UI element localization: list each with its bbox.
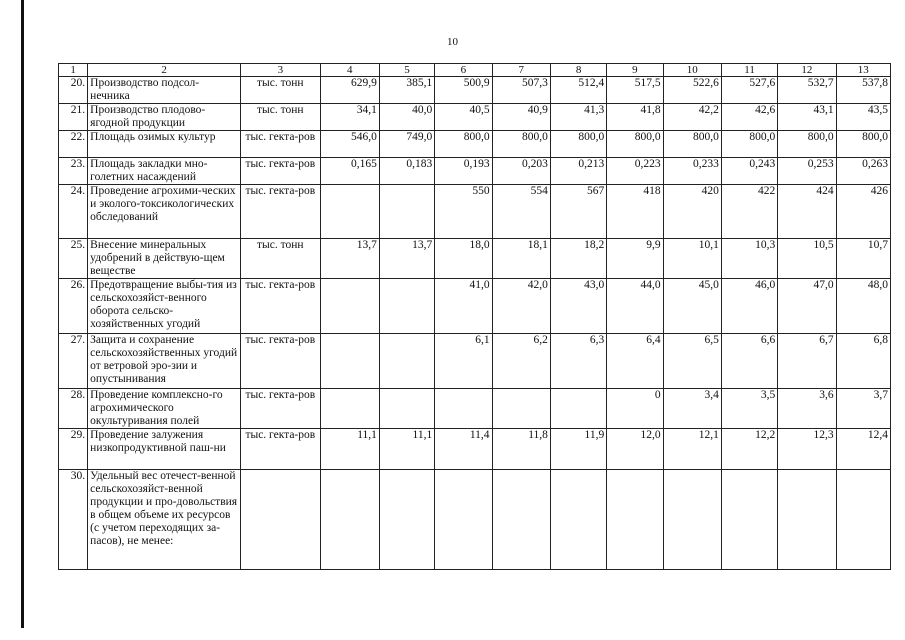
value-cell: 6,1 — [435, 334, 492, 389]
value-cell: 0,183 — [379, 158, 434, 185]
value-cell: 45,0 — [663, 279, 721, 334]
row-number: 27. — [59, 334, 88, 389]
header-cell: 12 — [778, 64, 836, 77]
value-cell: 800,0 — [778, 131, 836, 158]
value-cell: 12,2 — [721, 429, 777, 470]
table-row — [59, 185, 891, 239]
row-number: 23. — [59, 158, 88, 185]
unit-cell: тыс. гекта-ров — [241, 334, 320, 389]
value-cell: 426 — [836, 185, 890, 239]
header-cell: 2 — [88, 64, 241, 77]
value-cell — [320, 334, 379, 389]
value-cell — [379, 334, 434, 389]
indicator-name: Проведение комплексно-го агрохимического окультуривания полей — [88, 389, 241, 429]
value-cell: 10,5 — [778, 239, 836, 279]
unit-cell: тыс. тонн — [241, 77, 320, 104]
value-cell — [836, 470, 890, 570]
value-cell: 418 — [607, 185, 663, 239]
value-cell: 18,1 — [492, 239, 550, 279]
header-cell: 9 — [607, 64, 663, 77]
value-cell: 43,0 — [550, 279, 606, 334]
value-cell: 44,0 — [607, 279, 663, 334]
value-cell — [379, 185, 434, 239]
value-cell: 0,203 — [492, 158, 550, 185]
table-row — [59, 239, 891, 279]
value-cell: 11,4 — [435, 429, 492, 470]
value-cell: 385,1 — [379, 77, 434, 104]
value-cell: 41,8 — [607, 104, 663, 131]
value-cell: 11,8 — [492, 429, 550, 470]
value-cell — [320, 279, 379, 334]
value-cell: 18,2 — [550, 239, 606, 279]
value-cell: 42,6 — [721, 104, 777, 131]
value-cell: 11,1 — [320, 429, 379, 470]
value-cell: 6,6 — [721, 334, 777, 389]
value-cell: 9,9 — [607, 239, 663, 279]
value-cell: 40,5 — [435, 104, 492, 131]
value-cell: 0,223 — [607, 158, 663, 185]
value-cell: 537,8 — [836, 77, 890, 104]
indicator-name: Проведение залужения низкопродуктивной паш-ни — [88, 429, 241, 470]
table-row — [59, 104, 891, 131]
value-cell: 420 — [663, 185, 721, 239]
header-cell: 8 — [550, 64, 606, 77]
value-cell: 34,1 — [320, 104, 379, 131]
value-cell: 3,4 — [663, 389, 721, 429]
value-cell: 0,263 — [836, 158, 890, 185]
value-cell: 12,0 — [607, 429, 663, 470]
value-cell: 12,4 — [836, 429, 890, 470]
value-cell: 749,0 — [379, 131, 434, 158]
row-number: 29. — [59, 429, 88, 470]
value-cell: 512,4 — [550, 77, 606, 104]
indicators-table — [58, 63, 891, 570]
indicator-name: Площадь озимых культур — [88, 131, 241, 158]
header-cell: 6 — [435, 64, 492, 77]
value-cell: 6,5 — [663, 334, 721, 389]
unit-cell: тыс. гекта-ров — [241, 429, 320, 470]
value-cell: 532,7 — [778, 77, 836, 104]
header-cell: 7 — [492, 64, 550, 77]
header-cell: 10 — [663, 64, 721, 77]
value-cell: 43,5 — [836, 104, 890, 131]
header-cell: 13 — [836, 64, 890, 77]
value-cell: 800,0 — [550, 131, 606, 158]
table-row — [59, 389, 891, 429]
row-number: 21. — [59, 104, 88, 131]
value-cell — [550, 470, 606, 570]
value-cell — [379, 470, 434, 570]
value-cell: 0,253 — [778, 158, 836, 185]
indicator-name: Проведение агрохими-ческих и эколого-токсикологических обследований — [88, 185, 241, 239]
indicator-name: Защита и сохранение сельскохозяйственных угодий от ветровой эро-зии и опустынивания — [88, 334, 241, 389]
value-cell: 800,0 — [435, 131, 492, 158]
value-cell: 554 — [492, 185, 550, 239]
value-cell — [778, 470, 836, 570]
value-cell: 527,6 — [721, 77, 777, 104]
value-cell: 46,0 — [721, 279, 777, 334]
value-cell: 550 — [435, 185, 492, 239]
value-cell: 507,3 — [492, 77, 550, 104]
header-row — [59, 64, 891, 77]
indicator-name: Предотвращение выбы-тия из сельскохозяйст-венного оборота сельско-хозяйственных угодий — [88, 279, 241, 334]
value-cell: 0,233 — [663, 158, 721, 185]
table-body — [59, 77, 891, 570]
value-cell: 800,0 — [607, 131, 663, 158]
value-cell: 522,6 — [663, 77, 721, 104]
value-cell — [663, 470, 721, 570]
value-cell: 0,165 — [320, 158, 379, 185]
page-number: 10 — [447, 36, 458, 48]
value-cell — [721, 470, 777, 570]
unit-cell: тыс. гекта-ров — [241, 158, 320, 185]
unit-cell: тыс. тонн — [241, 239, 320, 279]
value-cell: 18,0 — [435, 239, 492, 279]
unit-cell: тыс. гекта-ров — [241, 389, 320, 429]
row-number: 26. — [59, 279, 88, 334]
indicator-name: Внесение минеральных удобрений в действую-щем веществе — [88, 239, 241, 279]
indicator-name: Производство подсол-нечника — [88, 77, 241, 104]
table-row — [59, 158, 891, 185]
value-cell: 424 — [778, 185, 836, 239]
header-cell: 1 — [59, 64, 88, 77]
value-cell: 800,0 — [663, 131, 721, 158]
value-cell — [435, 389, 492, 429]
value-cell — [607, 470, 663, 570]
indicator-name: Площадь закладки мно-голетних насаждений — [88, 158, 241, 185]
value-cell: 567 — [550, 185, 606, 239]
value-cell: 3,6 — [778, 389, 836, 429]
value-cell — [320, 389, 379, 429]
value-cell: 41,3 — [550, 104, 606, 131]
unit-cell: тыс. гекта-ров — [241, 185, 320, 239]
value-cell: 6,4 — [607, 334, 663, 389]
value-cell: 11,1 — [379, 429, 434, 470]
value-cell — [379, 389, 434, 429]
value-cell: 10,1 — [663, 239, 721, 279]
value-cell: 11,9 — [550, 429, 606, 470]
value-cell: 800,0 — [836, 131, 890, 158]
value-cell: 0,243 — [721, 158, 777, 185]
unit-cell: тыс. гекта-ров — [241, 131, 320, 158]
header-cell: 5 — [379, 64, 434, 77]
value-cell: 42,2 — [663, 104, 721, 131]
value-cell: 0 — [607, 389, 663, 429]
header-cell: 3 — [241, 64, 320, 77]
row-number: 22. — [59, 131, 88, 158]
value-cell: 0,213 — [550, 158, 606, 185]
value-cell — [492, 470, 550, 570]
value-cell: 6,7 — [778, 334, 836, 389]
value-cell: 41,0 — [435, 279, 492, 334]
value-cell: 800,0 — [721, 131, 777, 158]
value-cell: 800,0 — [492, 131, 550, 158]
value-cell: 422 — [721, 185, 777, 239]
value-cell — [550, 389, 606, 429]
value-cell — [435, 470, 492, 570]
table-row — [59, 279, 891, 334]
unit-cell — [241, 470, 320, 570]
value-cell: 13,7 — [379, 239, 434, 279]
indicator-name: Производство плодово-ягодной продукции — [88, 104, 241, 131]
table-row — [59, 429, 891, 470]
value-cell: 12,1 — [663, 429, 721, 470]
unit-cell: тыс. гекта-ров — [241, 279, 320, 334]
value-cell: 40,0 — [379, 104, 434, 131]
table-row — [59, 334, 891, 389]
value-cell: 13,7 — [320, 239, 379, 279]
header-cell: 11 — [721, 64, 777, 77]
value-cell — [320, 470, 379, 570]
value-cell: 3,5 — [721, 389, 777, 429]
value-cell: 500,9 — [435, 77, 492, 104]
page-edge-bar — [21, 0, 24, 628]
value-cell: 0,193 — [435, 158, 492, 185]
value-cell: 10,3 — [721, 239, 777, 279]
row-number: 20. — [59, 77, 88, 104]
header-cell: 4 — [320, 64, 379, 77]
value-cell — [492, 389, 550, 429]
value-cell: 6,3 — [550, 334, 606, 389]
table-row — [59, 131, 891, 158]
value-cell: 546,0 — [320, 131, 379, 158]
value-cell — [320, 185, 379, 239]
value-cell: 629,9 — [320, 77, 379, 104]
indicator-name: Удельный вес отечест-венной сельскохозяйст-венной продукции и про-довольствия в общем объеме их ресурсов (с учетом переходящих за-пасов), не менее: — [88, 470, 241, 570]
value-cell: 47,0 — [778, 279, 836, 334]
value-cell: 43,1 — [778, 104, 836, 131]
value-cell: 10,7 — [836, 239, 890, 279]
value-cell: 6,8 — [836, 334, 890, 389]
value-cell: 6,2 — [492, 334, 550, 389]
value-cell: 48,0 — [836, 279, 890, 334]
unit-cell: тыс. тонн — [241, 104, 320, 131]
value-cell — [379, 279, 434, 334]
table-row — [59, 77, 891, 104]
table-row — [59, 470, 891, 570]
value-cell: 42,0 — [492, 279, 550, 334]
row-number: 24. — [59, 185, 88, 239]
value-cell: 3,7 — [836, 389, 890, 429]
row-number: 28. — [59, 389, 88, 429]
row-number: 30. — [59, 470, 88, 570]
value-cell: 517,5 — [607, 77, 663, 104]
value-cell: 12,3 — [778, 429, 836, 470]
value-cell: 40,9 — [492, 104, 550, 131]
row-number: 25. — [59, 239, 88, 279]
